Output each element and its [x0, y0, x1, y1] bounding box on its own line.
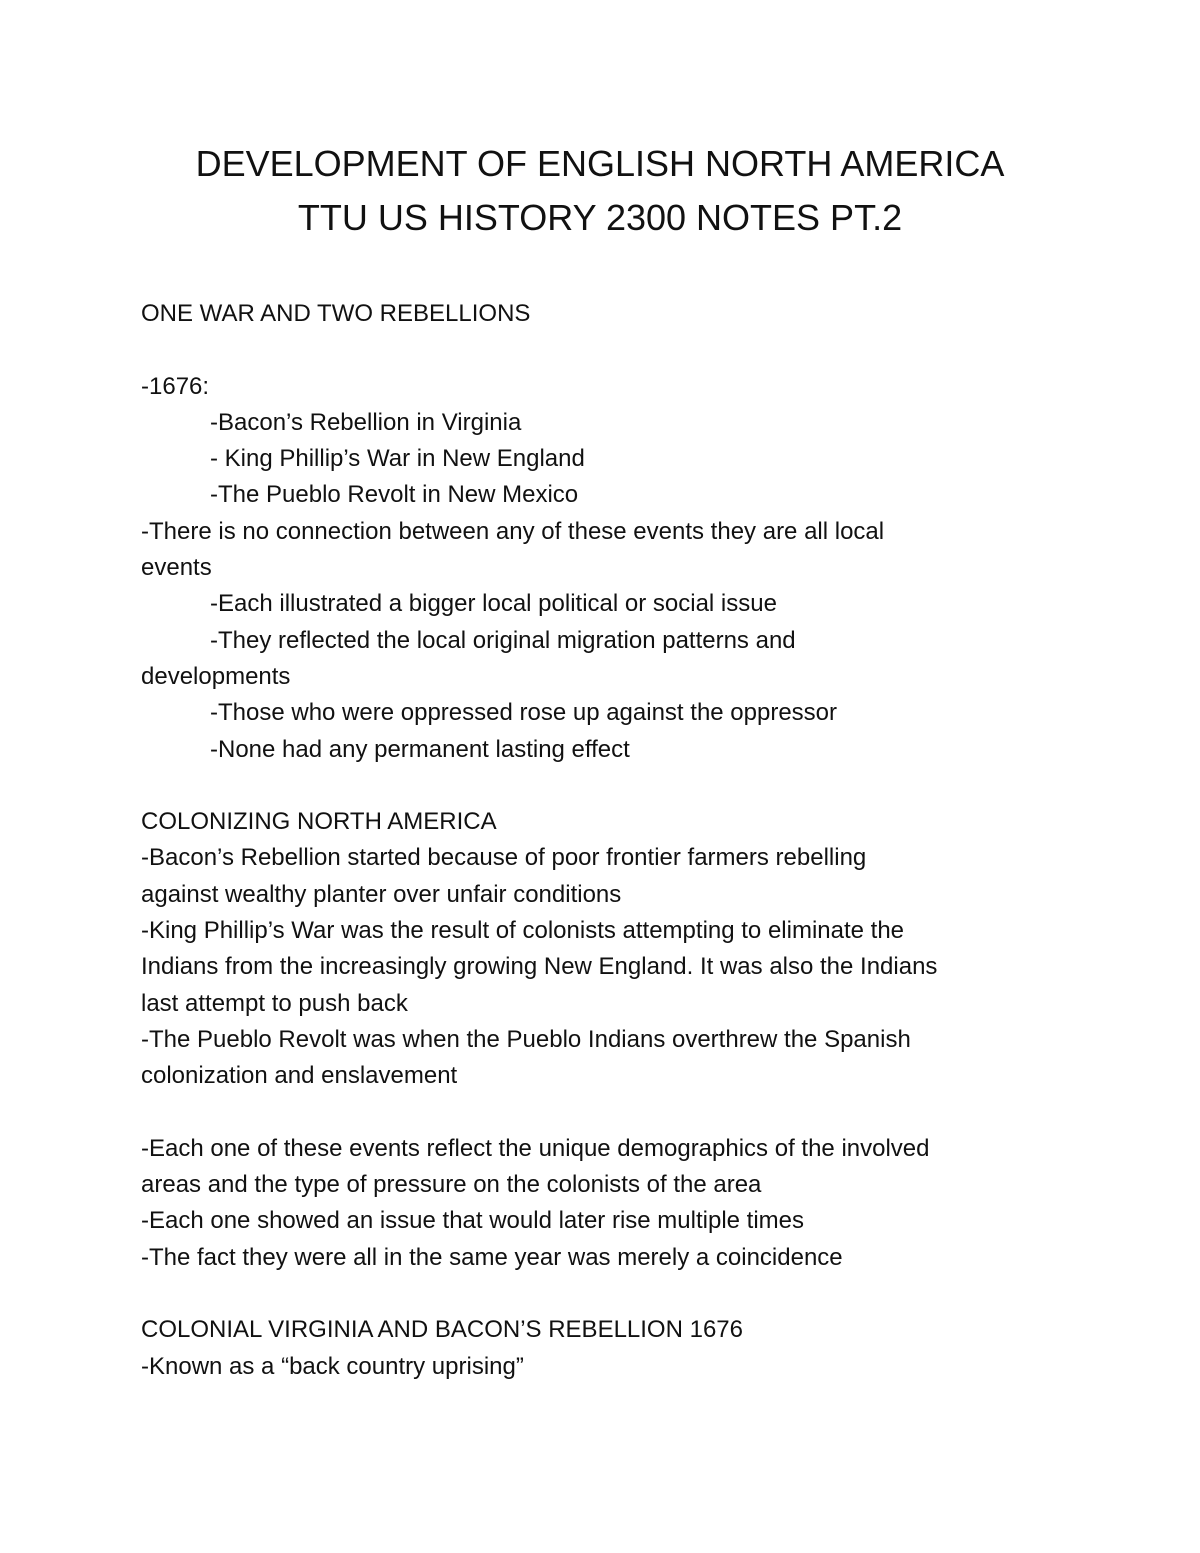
- note-king-phillip-line-3: last attempt to push back: [141, 989, 408, 1017]
- note-king-phillip-line-2: Indians from the increasingly growing New England. It was also the Indians: [141, 953, 938, 981]
- section-heading-colonizing: COLONIZING NORTH AMERICA: [141, 808, 497, 836]
- spacer: [141, 1276, 1071, 1312]
- year-label: -1676:: [141, 372, 210, 400]
- note-bacon-line-1: -Bacon’s Rebellion started because of poor frontier farmers rebelling: [141, 844, 867, 872]
- note-king-phillip-line-1: -King Phillip’s War was the result of colonists attempting to eliminate the: [141, 917, 905, 945]
- note-pueblo-line-2: colonization and enslavement: [141, 1062, 458, 1090]
- event-item-king-phillip: - King Phillip’s War in New England: [210, 445, 585, 473]
- note-reflected-line-2: developments: [141, 662, 291, 690]
- note-each-illustrated: -Each illustrated a bigger local political or social issue: [210, 590, 777, 618]
- note-issue: -Each one showed an issue that would later rise multiple times: [141, 1207, 804, 1235]
- spacer: [141, 1095, 1071, 1131]
- note-none-lasting: -None had any permanent lasting effect: [210, 735, 630, 763]
- spacer: [141, 768, 1071, 804]
- note-no-connection-line-1: -There is no connection between any of these events they are all local: [141, 517, 885, 545]
- note-demographics-line-2: areas and the type of pressure on the colonists of the area: [141, 1171, 762, 1199]
- spacer: [141, 332, 1071, 368]
- notes-body: [141, 296, 1071, 1385]
- event-item-pueblo: -The Pueblo Revolt in New Mexico: [210, 481, 579, 509]
- note-demographics-line-1: -Each one of these events reflect the unique demographics of the involved: [141, 1134, 930, 1162]
- note-coincidence: -The fact they were all in the same year was merely a coincidence: [141, 1243, 843, 1271]
- note-reflected-line-1: -They reflected the local original migration patterns and: [210, 626, 796, 654]
- note-bacon-line-2: against wealthy planter over unfair conditions: [141, 880, 622, 908]
- event-item-bacon: -Bacon’s Rebellion in Virginia: [210, 408, 522, 436]
- note-no-connection-line-2: events: [141, 554, 212, 582]
- note-oppressed: -Those who were oppressed rose up against the oppressor: [210, 699, 838, 727]
- document-title-line-2: TTU US HISTORY 2300 NOTES PT.2: [297, 197, 903, 238]
- note-known-as: -Known as a “back country uprising”: [141, 1352, 524, 1380]
- section-heading-colonial-virginia: COLONIAL VIRGINIA AND BACON’S REBELLION 1676: [141, 1316, 743, 1344]
- document-title-line-1: DEVELOPMENT OF ENGLISH NORTH AMERICA: [195, 143, 1005, 184]
- section-heading-one-war: ONE WAR AND TWO REBELLIONS: [141, 300, 531, 327]
- note-pueblo-line-1: -The Pueblo Revolt was when the Pueblo Indians overthrew the Spanish: [141, 1025, 911, 1053]
